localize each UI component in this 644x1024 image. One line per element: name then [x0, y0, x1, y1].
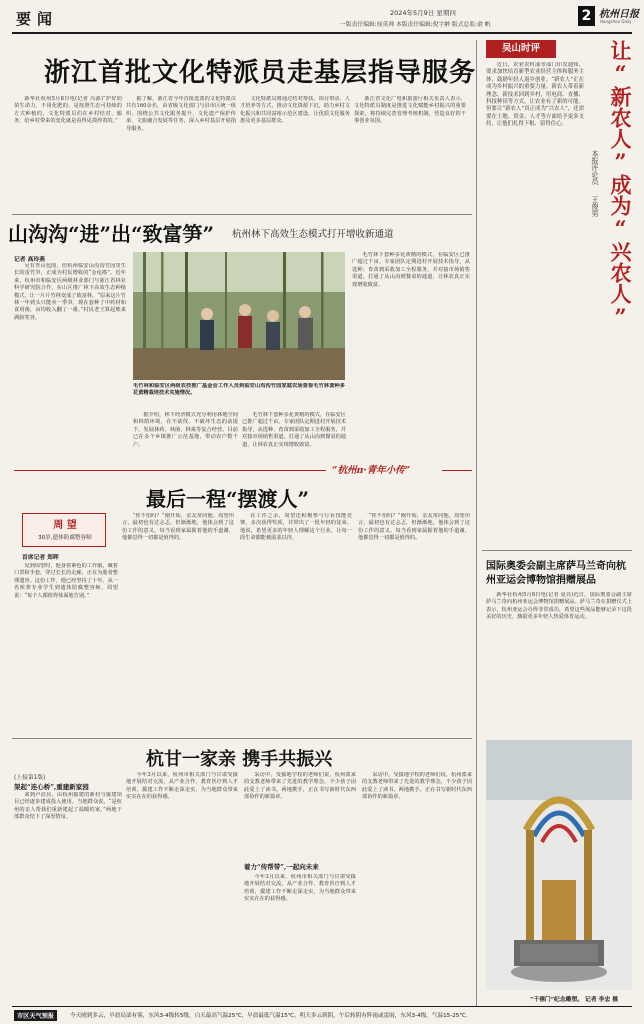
story2-body-mid2: 毛竹林下套种多花黄精的模式，在临安区已推广超过千亩。专家团队定期进村开展技术指导，从选种、育苗到采收加工全程服务，并对接市场销售渠道，打通了从山沟到餐桌的通道，让林农真正实现增收致富。 — [242, 412, 346, 448]
page-number: 2 — [578, 6, 595, 26]
masthead — [0, 0, 644, 40]
column-banner: “杭州π·青年小传” — [332, 465, 411, 476]
story4-body-left: 来到卢沿县，由杭州援建的新村与援建项目已经逐步建成投入使用。当地群众说，“是杭州的亲人帮我们重新建起了温暖的家。”两地干部群众结下了深厚情谊。 — [14, 792, 122, 821]
story2-photo — [133, 252, 345, 380]
sidebar-body: 近日，农业农村部等部门印发通知，要求加快培育新型农业经营主体和服务主体，鼓励年轻人返乡创业。“新农人”正在成为乡村振兴的重要力量。新农人带着新理念、新技术回到乡村，用电商、直播、科技种田等方式，让农业有了新的可能。但要让“新农人”真正成为“兴农人”，还需要在土地、资金、人才等方面给予更多支持，让他们扎得下根、留得住心。 — [486, 62, 584, 128]
story2-headline: 山沟沟“进”出“致富笋” — [8, 222, 215, 246]
profile-desc: 30岁,遗体防腐整容师 — [38, 535, 92, 541]
story3-byline: 首席记者 郑晖 — [22, 555, 59, 561]
story2-byline: 记者 高玲燕 — [14, 257, 46, 263]
editors-line: 一版责任编辑:侯英帅 本版责任编辑:倪宇翀 版式总监:俞 帆 — [340, 22, 491, 28]
story4-headline: 杭甘一家亲 携手共振兴 — [146, 749, 333, 770]
sidebar-author-name: 王俊男 — [591, 196, 599, 217]
weather-label: 市区天气预报 — [14, 1010, 57, 1021]
section-name: 要闻 — [16, 10, 59, 28]
profile-name: 周 望 — [53, 520, 77, 531]
sidebar-title: 让“新农人”成为“兴农人” — [608, 40, 633, 329]
millennium-gate-sculpture — [486, 740, 632, 990]
story2-photo-caption: 毛竹林和临安区两级农技推广基金会工作人员到临安山沟沟竹园家庭农场查看毛竹林套种多花黄精栽培技术实施情况。 — [133, 383, 345, 397]
story1-col4: 浙江省文化广电和旅游厅相关负责人表示，文化特派员制度是推进文化赋能乡村振兴的重要探索，将持续完善管理考核机制，营造良好的干事创业氛围。 — [354, 96, 466, 125]
sidebar-author-role: 本报评论员 — [591, 150, 599, 185]
story4-body-mid: 今年3月以来，杭州市相关部门与甘肃受援地开展结对交流，从产业合作、教育医疗到人才培训，援建工作不断走深走实，为当地群众带来实实在在的获得感。 — [126, 772, 238, 801]
story5-photo-caption: “千禧门”纪念雕塑。 记者 李忠 摄 — [530, 997, 619, 1003]
story4-body-far: 采访中，受援地学校的老师们说，杭州派来的支教老师带来了先进的教学理念，不少孩子因此爱上了读书。两地携手，正在书写新时代东西部协作的新篇章。 — [362, 772, 472, 801]
story4-body-right: 采访中，受援地学校的老师们说，杭州派来的支教老师带来了先进的教学理念，不少孩子因此爱上了读书。两地携手，正在书写新时代东西部协作的新篇章。 — [244, 772, 356, 801]
story3-headline: 最后一程“摆渡人” — [146, 487, 310, 511]
story4-sub1: 架起“连心桥”,重建新家园 — [14, 783, 89, 791]
story2-subhead: 杭州林下高效生态模式打开增收新通道 — [232, 229, 394, 240]
paper-name: 杭州日报 — [599, 9, 639, 20]
date-line: 2024年5月9日 星期四 — [390, 9, 456, 17]
story3-body-right: 在工作之余，周望还积极参与行业技能竞赛，多次获得奖项，并带出了一批年轻的徒弟。他说，希望更多的年轻人理解这个行业，让每一段生命都能被温柔以待。 — [240, 513, 352, 542]
story3-body-mid: “你不怕吗？”刚开始，亲友常问他。周望坦言，最初也有过忐忑，但渐渐地，他体会到了这份工作的意义。每当看到家属握着他的手道谢，他都觉得一切都是值得的。 — [122, 513, 234, 542]
story2-body-mid: 据介绍，林下经济模式充分利用林地空间和林荫环境，在不砍伐、不破坏生态的前提下，发展林药、林菌、林禽等复合经营。目前已在多个乡镇推广示范基地，带动农户数千户。 — [133, 412, 238, 448]
story3-body-left: 见到周望时，他身着素色的工作服，戴着口罩和手套，穿过长长的走廊，正在为逝者整理遗容。这份工作，他已经坚持了十年。从一名殡葬专业学生到遗体防腐整容师，周望说：“每个人都值得体面地告别。” — [14, 563, 118, 599]
story1-headline: 浙江首批文化特派员走基层指导服务 — [44, 58, 477, 88]
profile-box — [22, 513, 106, 547]
story3-body-far: “你不怕吗？”刚开始，亲友常问他。周望坦言，最初也有过忐忑，但渐渐地，他体会到了这份工作的意义。每当看到家属握着他的手道谢，他都觉得一切都是值得的。 — [358, 513, 470, 542]
story4-byline: (上接第1版) — [14, 775, 46, 781]
story2-body-left: 吴有青山包围，但杭州临安山沟沟竹园里生长的雷竹笋，正成为村民增收的“金疙瘩”。近年来，杭州市和临安区两级林业部门与浙江省林业科学研究院合作，在山区推广林下高效生态种植模式，让一片片竹林变成了致富林。“原来这片竹林一年到头只能卖一季笋，现在套种了中药材和食用菌，亩均收入翻了一番。”村民老王算起账来满脸笑容。 — [14, 263, 126, 321]
bamboo-forest-photo — [133, 252, 345, 380]
sidebar-badge: 吴山时评 — [486, 40, 556, 58]
story5-body: 新华社杭州5月8日电(记者 夏亮)近日，国际奥委会副主席萨马兰奇向杭州亚运会博物馆捐赠展品。萨马兰奇在捐赠仪式上表示，杭州亚运会办得非常成功，希望这些展品能够记录下这段美好的历史，激励更多年轻人热爱体育运动。 — [486, 592, 632, 621]
paper-sub: Hangzhou Daily — [600, 19, 632, 24]
story5-photo — [486, 740, 632, 990]
story5-headline: 国际奥委会副主席萨马兰奇向杭州亚运会博物馆捐赠展品 — [486, 561, 626, 586]
story1-col2: 据了解，浙江省今年首批选派的文化特派员共有160余名，由省级文化部门与县市区统一组织，围绕公共文化服务提升、文化遗产保护传承、文旅融合发展等任务，深入乡村基层开展指导服务。 — [126, 96, 236, 132]
story1-col3: 文化特派员将通过结对帮扶、项目带动、人才培养等方式，推动文化资源下沉，助力乡村文化振兴和共同富裕示范区建设，让优质文化服务惠及更多基层群众。 — [240, 96, 350, 125]
story4-body-right2: 今年3月以来，杭州市相关部门与甘肃受援地开展结对交流，从产业合作、教育医疗到人才培训，援建工作不断走深走实，为当地群众带来实实在在的获得感。 — [244, 874, 356, 903]
story1-col1: 新华社杭州5月8日电(记者 冯源)“护好幼苗生命力，不用化肥的，是按照生态可持续的方式种植的，文化特派员们在乡村结对、服务，给乡村带来的变化就是看得见摸得着的。” — [14, 96, 122, 125]
story2-body-right: 毛竹林下套种多花黄精的模式，在临安区已推广超过千亩。专家团队定期进村开展技术指导，从选种、育苗到采收加工全程服务，并对接市场销售渠道，打通了从山沟到餐桌的通道，让林农真正实现增收致富。 — [352, 252, 470, 288]
story4-sub2: 着力“传帮带”,一起向未来 — [244, 863, 319, 871]
weather-forecast: 今天晴到多云，早晨局部有雾，东风3-4级转5级，白天最高气温25℃，早晨最低气温15℃。明天多云到阴，午后转阴有阵雨或雷雨，东风3-4级，气温15-25℃。 — [70, 1013, 472, 1019]
